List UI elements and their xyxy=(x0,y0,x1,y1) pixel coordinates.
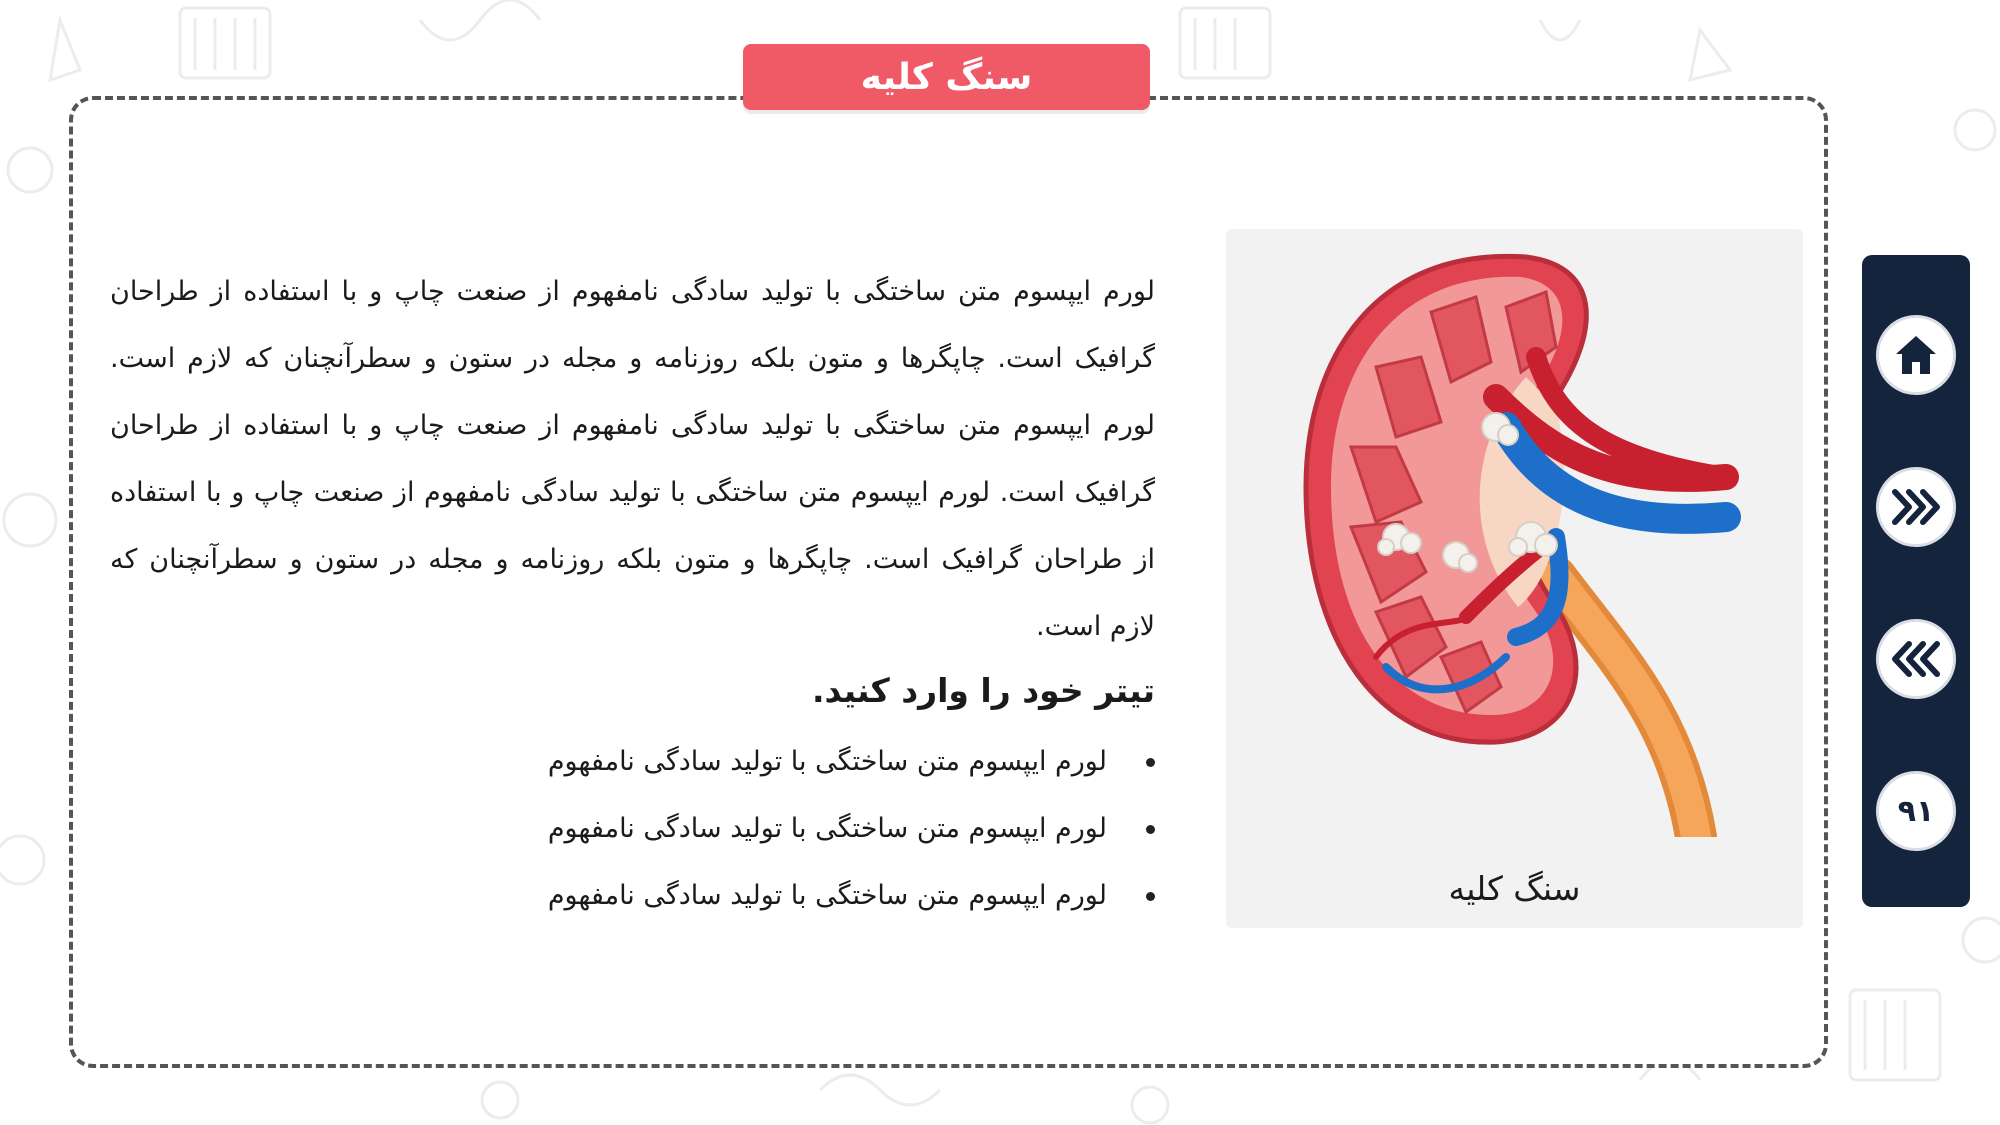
list-item-text: لورم ایپسوم متن ساختگی با تولید سادگی نامفهوم xyxy=(547,746,1107,777)
list-item xyxy=(110,795,1155,862)
bullet-list xyxy=(110,728,1155,929)
page-number-badge xyxy=(1876,771,1956,851)
page-title: سنگ کلیه xyxy=(743,44,1150,110)
kidney-stone-illustration xyxy=(1256,237,1776,837)
side-navigation xyxy=(1862,255,1970,907)
next-icon xyxy=(1889,487,1943,527)
previous-icon xyxy=(1889,639,1943,679)
list-item xyxy=(110,862,1155,929)
list-item-text: لورم ایپسوم متن ساختگی با تولید سادگی نامفهوم xyxy=(547,880,1107,911)
previous-button[interactable] xyxy=(1876,619,1956,699)
section-subtitle: تیتر خود را وارد کنید. xyxy=(811,671,1155,710)
bullet-icon xyxy=(1146,758,1155,767)
bullet-icon xyxy=(1146,892,1155,901)
next-button[interactable] xyxy=(1876,467,1956,547)
figure-caption: سنگ کلیه xyxy=(1448,869,1581,908)
home-icon xyxy=(1892,333,1940,377)
list-item-text: لورم ایپسوم متن ساختگی با تولید سادگی نامفهوم xyxy=(547,813,1107,844)
page-number: ۹۱ xyxy=(1897,793,1935,829)
figure-card xyxy=(1226,229,1803,928)
list-item xyxy=(110,728,1155,795)
body-paragraph: لورم ایپسوم متن ساختگی با تولید سادگی نامفهوم از صنعت چاپ و با استفاده از طراحان گرافیک است. چاپگرها و متون بلکه روزنامه و مجله در ستون و سطرآنچنان که لازم است. لورم ایپسوم متن ساختگی با تولید سادگی نامفهوم از صنعت چاپ و با استفاده از طراحان گرافیک است. لورم ایپسوم متن ساختگی با تولید سادگی نامفهوم از صنعت چاپ و با استفاده از طراحان گرافیک است. چاپگرها و متون بلکه روزنامه و مجله در ستون و سطرآنچنان که لازم است. xyxy=(110,276,1155,642)
bullet-icon xyxy=(1146,825,1155,834)
text-column xyxy=(110,258,1155,929)
home-button[interactable] xyxy=(1876,315,1956,395)
